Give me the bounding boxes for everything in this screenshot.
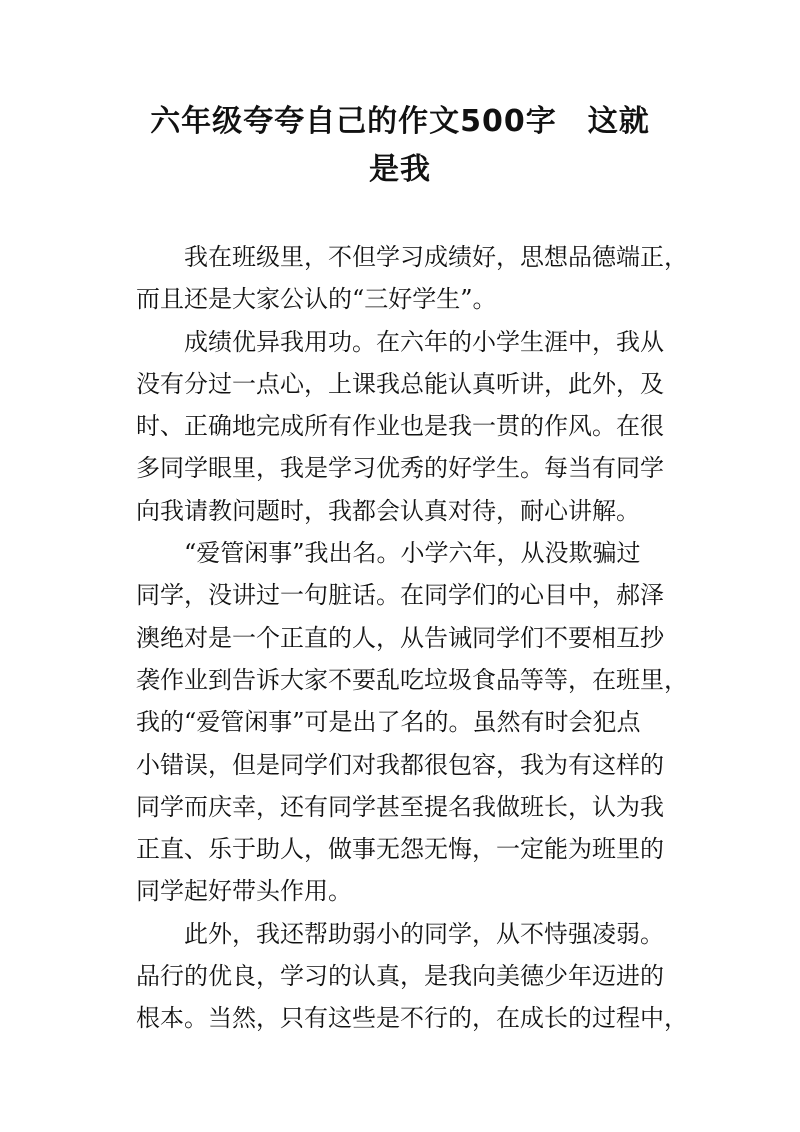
text-line: 品行的优良，学习的认真，是我向美德少年迈进的 xyxy=(136,962,664,991)
text-line: “爱管闲事”我出名。小学六年，从没欺骗过 xyxy=(184,539,641,568)
text-line: 澳绝对是一个正直的人，从告诫同学们不要相互抄 xyxy=(136,623,664,652)
document-body xyxy=(136,236,688,1040)
text-line: 小错误，但是同学们对我都很包容，我为有这样的 xyxy=(136,750,664,779)
title-line: 六年级夸夸自己的作文500字 这就 xyxy=(150,104,650,139)
text-line: 袭作业到告诉大家不要乱吃垃圾食品等等，在班里， xyxy=(136,665,688,694)
text-line: 没有分过一点心，上课我总能认真听讲，此外，及 xyxy=(136,369,664,398)
text-line: 多同学眼里，我是学习优秀的好学生。每当有同学 xyxy=(136,454,664,483)
paragraph xyxy=(136,321,676,532)
paragraph xyxy=(136,913,688,1040)
text-line: 而且还是大家公认的“三好学生”。 xyxy=(136,285,497,314)
text-line: 此外，我还帮助弱小的同学，从不恃强凌弱。 xyxy=(184,919,664,948)
text-line: 我的“爱管闲事”可是出了名的。虽然有时会犯点 xyxy=(136,708,641,737)
paragraph xyxy=(136,236,688,321)
paragraph xyxy=(136,532,688,913)
document-title xyxy=(110,98,690,194)
text-line: 我在班级里，不但学习成绩好，思想品德端正， xyxy=(184,243,688,271)
text-line: 正直、乐于助人，做事无怨无悔，一定能为班里的 xyxy=(136,835,664,864)
text-line: 时、正确地完成所有作业也是我一贯的作风。在很 xyxy=(136,412,664,441)
text-line: 同学而庆幸，还有同学甚至提名我做班长，认为我 xyxy=(136,792,664,821)
text-line: 同学，没讲过一句脏话。在同学们的心目中，郝泽 xyxy=(136,581,664,610)
text-line: 成绩优异我用功。在六年的小学生涯中，我从 xyxy=(184,327,664,356)
title-line: 是我 xyxy=(369,152,431,187)
text-line: 根本。当然，只有这些是不行的，在成长的过程中， xyxy=(136,1004,688,1033)
text-line: 同学起好带头作用。 xyxy=(136,877,352,906)
text-line: 向我请教问题时，我都会认真对待，耐心讲解。 xyxy=(136,496,640,525)
